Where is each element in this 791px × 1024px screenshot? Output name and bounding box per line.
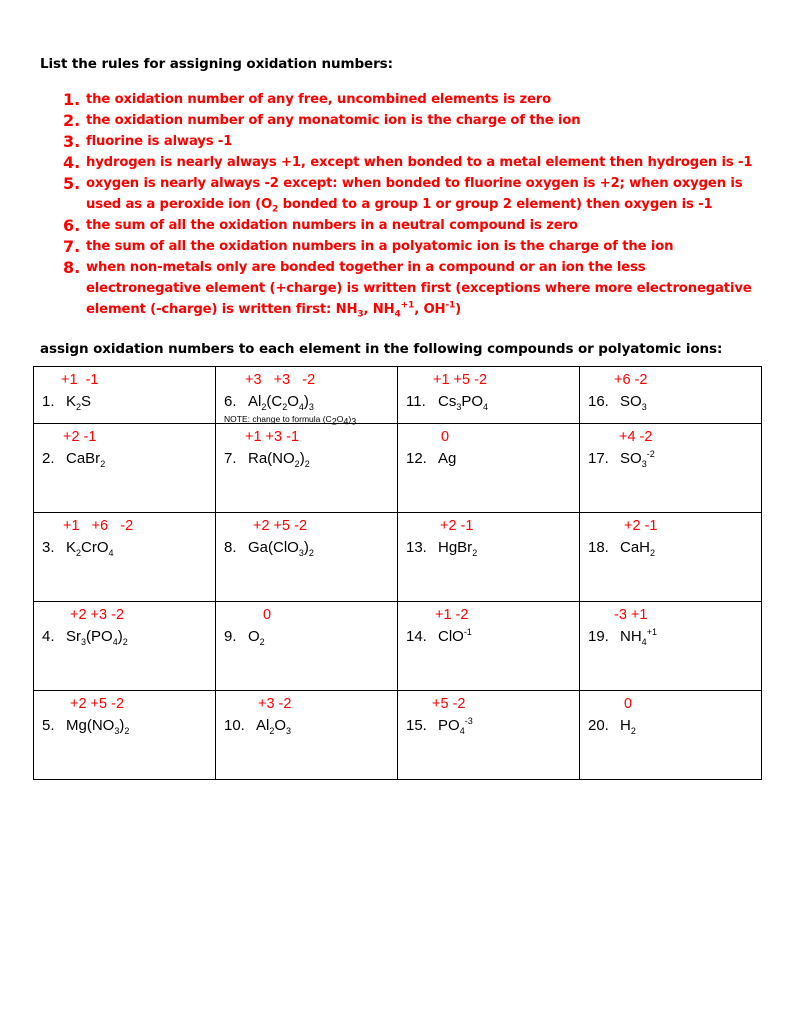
oxidation-numbers: +1 -1 — [61, 372, 99, 388]
rules-heading: List the rules for assigning oxidation numbers: — [40, 56, 393, 72]
compound-formula — [224, 628, 265, 645]
formula-text: CaH$_2$ — [620, 539, 656, 558]
rule-number: 3. — [63, 132, 81, 151]
rule-item — [40, 131, 760, 152]
formula-text: $K_2CrO_4$ — [66, 539, 114, 558]
compound-formula — [588, 539, 655, 556]
compound-number: 13. — [406, 539, 427, 556]
table-row — [34, 691, 762, 780]
compound-number: 2. — [42, 450, 55, 467]
compound-cell — [216, 513, 398, 602]
compound-formula — [224, 450, 310, 467]
compound-number: 20. — [588, 717, 609, 734]
compound-number: 9. — [224, 628, 237, 645]
formula-text: $Ga(ClO_3)_2$ — [248, 539, 314, 558]
formula-note: NOTE: change to formula $(C_2O_4)_3$ — [224, 414, 357, 427]
compound-number: 3. — [42, 539, 55, 556]
rule-number: 1. — [63, 90, 81, 109]
rule-item — [40, 89, 760, 110]
compound-formula — [406, 628, 472, 645]
rule-text: the oxidation number of any free, uncombined elements is zero — [86, 92, 552, 107]
compound-formula — [42, 450, 105, 467]
rule-number: 8. — [63, 258, 81, 277]
oxidation-numbers: +4 -2 — [619, 429, 653, 445]
formula-text: $O_2$ — [248, 628, 265, 647]
formula-text: $Al_2(C_2O_4)_3$ — [248, 393, 314, 412]
rule-item — [40, 173, 760, 215]
assign-heading: assign oxidation numbers to each element in the following compounds or polyatomic ions: — [40, 341, 723, 357]
compound-number: 10. — [224, 717, 245, 734]
formula-text: $Cs_3PO_4$ — [438, 393, 489, 412]
compound-formula — [224, 393, 314, 410]
compound-cell — [580, 367, 762, 424]
table-row — [34, 602, 762, 691]
compounds-table — [33, 366, 762, 780]
compound-formula — [588, 450, 655, 467]
formula-text: $H_2$ — [620, 717, 636, 736]
compound-cell — [580, 691, 762, 780]
table-row — [34, 424, 762, 513]
compound-number: 5. — [42, 717, 55, 734]
oxidation-numbers: +2 -1 — [63, 429, 97, 445]
compound-cell — [398, 691, 580, 780]
compound-number: 19. — [588, 628, 609, 645]
rule-number: 4. — [63, 153, 81, 172]
oxidation-numbers: 0 — [624, 696, 633, 712]
oxidation-numbers: +2 +3 -2 — [70, 607, 125, 623]
compound-number: 7. — [224, 450, 237, 467]
oxidation-numbers: +1 +3 -1 — [245, 429, 300, 445]
compound-number: 17. — [588, 450, 609, 467]
rule-item — [40, 110, 760, 131]
rule-text: the oxidation number of any monatomic ion is the charge of the ion — [86, 113, 581, 128]
compound-number: 12. — [406, 450, 427, 467]
table-row — [34, 367, 762, 424]
compound-cell — [398, 367, 580, 424]
compound-formula — [588, 717, 636, 734]
compound-formula — [588, 393, 647, 410]
rule-text: when non-metals only are bonded together in a compound or an ion the less electronegative element (+charge) is written first (exceptions where more electronegative element (-charge) is written first: $NH_3$, $NH_4^{+1}$, $OH^{-1}$) — [86, 260, 752, 320]
rule-number: 5. — [63, 174, 81, 193]
oxidation-numbers: 0 — [263, 607, 272, 623]
rule-item — [40, 152, 760, 173]
compound-cell — [34, 691, 216, 780]
rule-number: 6. — [63, 216, 81, 235]
oxidation-numbers: +3 -2 — [258, 696, 292, 712]
oxidation-numbers: +2 -1 — [440, 518, 474, 534]
compound-cell — [398, 513, 580, 602]
compound-cell — [216, 602, 398, 691]
oxidation-numbers: 0 — [441, 429, 450, 445]
table-row — [34, 513, 762, 602]
compound-number: 1. — [42, 393, 55, 410]
compound-formula — [406, 539, 477, 556]
compound-number: 15. — [406, 717, 427, 734]
formula-text: HgBr$_2$ — [438, 539, 478, 558]
compound-number: 14. — [406, 628, 427, 645]
compound-cell — [34, 602, 216, 691]
oxidation-numbers: +2 +5 -2 — [253, 518, 308, 534]
formula-text: $NH_4^{+1}$ — [620, 627, 657, 647]
compound-cell — [34, 424, 216, 513]
formula-text: ClO$^{-1}$ — [438, 627, 472, 645]
compound-number: 8. — [224, 539, 237, 556]
compound-cell — [216, 367, 398, 427]
compound-cell — [398, 424, 580, 513]
compound-cell — [580, 513, 762, 602]
compound-number: 4. — [42, 628, 55, 645]
compound-formula — [406, 393, 488, 410]
formula-text: $SO_3$ — [620, 393, 647, 412]
oxidation-numbers: +1 -2 — [435, 607, 469, 623]
compound-number: 11. — [406, 393, 426, 410]
oxidation-numbers: +2 +5 -2 — [70, 696, 125, 712]
compound-formula — [406, 450, 456, 467]
compound-number: 16. — [588, 393, 609, 410]
rule-text: hydrogen is nearly always +1, except when bonded to a metal element then hydrogen is -1 — [86, 155, 753, 170]
oxidation-numbers: +1 +6 -2 — [63, 518, 134, 534]
rule-text: oxygen is nearly always -2 except: when bonded to fluorine oxygen is +2; when oxygen is used as a peroxide ion ($O_2$ bonded to a group 1 or group 2 element) then oxygen is -1 — [86, 176, 743, 215]
compound-cell — [216, 691, 398, 780]
rule-number: 7. — [63, 237, 81, 256]
formula-text: Ag — [438, 450, 457, 467]
compound-formula — [588, 628, 657, 645]
formula-text: $Sr_3(PO_4)_2$ — [66, 628, 128, 647]
compound-cell — [34, 367, 216, 424]
oxidation-numbers: +5 -2 — [432, 696, 466, 712]
compound-number: 18. — [588, 539, 609, 556]
compound-number: 6. — [224, 393, 237, 410]
formula-text: $Mg(NO_3)_2$ — [66, 717, 130, 736]
oxidation-numbers: +2 -1 — [624, 518, 658, 534]
compound-cell — [216, 424, 398, 513]
compound-formula — [224, 717, 291, 734]
rule-item — [40, 215, 760, 236]
rule-item — [40, 257, 760, 320]
compound-formula — [42, 628, 128, 645]
compound-formula — [224, 539, 314, 556]
compound-cell — [34, 513, 216, 602]
formula-text: $Al_2O_3$ — [256, 717, 292, 736]
oxidation-numbers: +1 +5 -2 — [433, 372, 488, 388]
rule-text: the sum of all the oxidation numbers in a neutral compound is zero — [86, 218, 578, 233]
oxidation-numbers: +3 +3 -2 — [245, 372, 316, 388]
formula-text: CaBr$_2$ — [66, 450, 106, 469]
rules-list — [40, 89, 760, 320]
compound-formula — [42, 717, 129, 734]
formula-text: $SO_3^{-2}$ — [620, 449, 655, 469]
rule-item — [40, 236, 760, 257]
compound-formula — [406, 717, 473, 734]
formula-text: $PO_4^{-3}$ — [438, 716, 473, 736]
compound-cell — [580, 602, 762, 691]
rule-text: the sum of all the oxidation numbers in a polyatomic ion is the charge of the ion — [86, 239, 674, 254]
compound-cell — [398, 602, 580, 691]
formula-text: $K_2S$ — [66, 393, 92, 412]
oxidation-numbers: +6 -2 — [614, 372, 648, 388]
compound-cell — [580, 424, 762, 513]
compound-formula — [42, 393, 91, 410]
oxidation-numbers: -3 +1 — [614, 607, 648, 623]
rule-number: 2. — [63, 111, 81, 130]
formula-text: $Ra(NO_2)_2$ — [248, 450, 310, 469]
compound-formula — [42, 539, 114, 556]
rule-text: fluorine is always -1 — [86, 134, 233, 149]
